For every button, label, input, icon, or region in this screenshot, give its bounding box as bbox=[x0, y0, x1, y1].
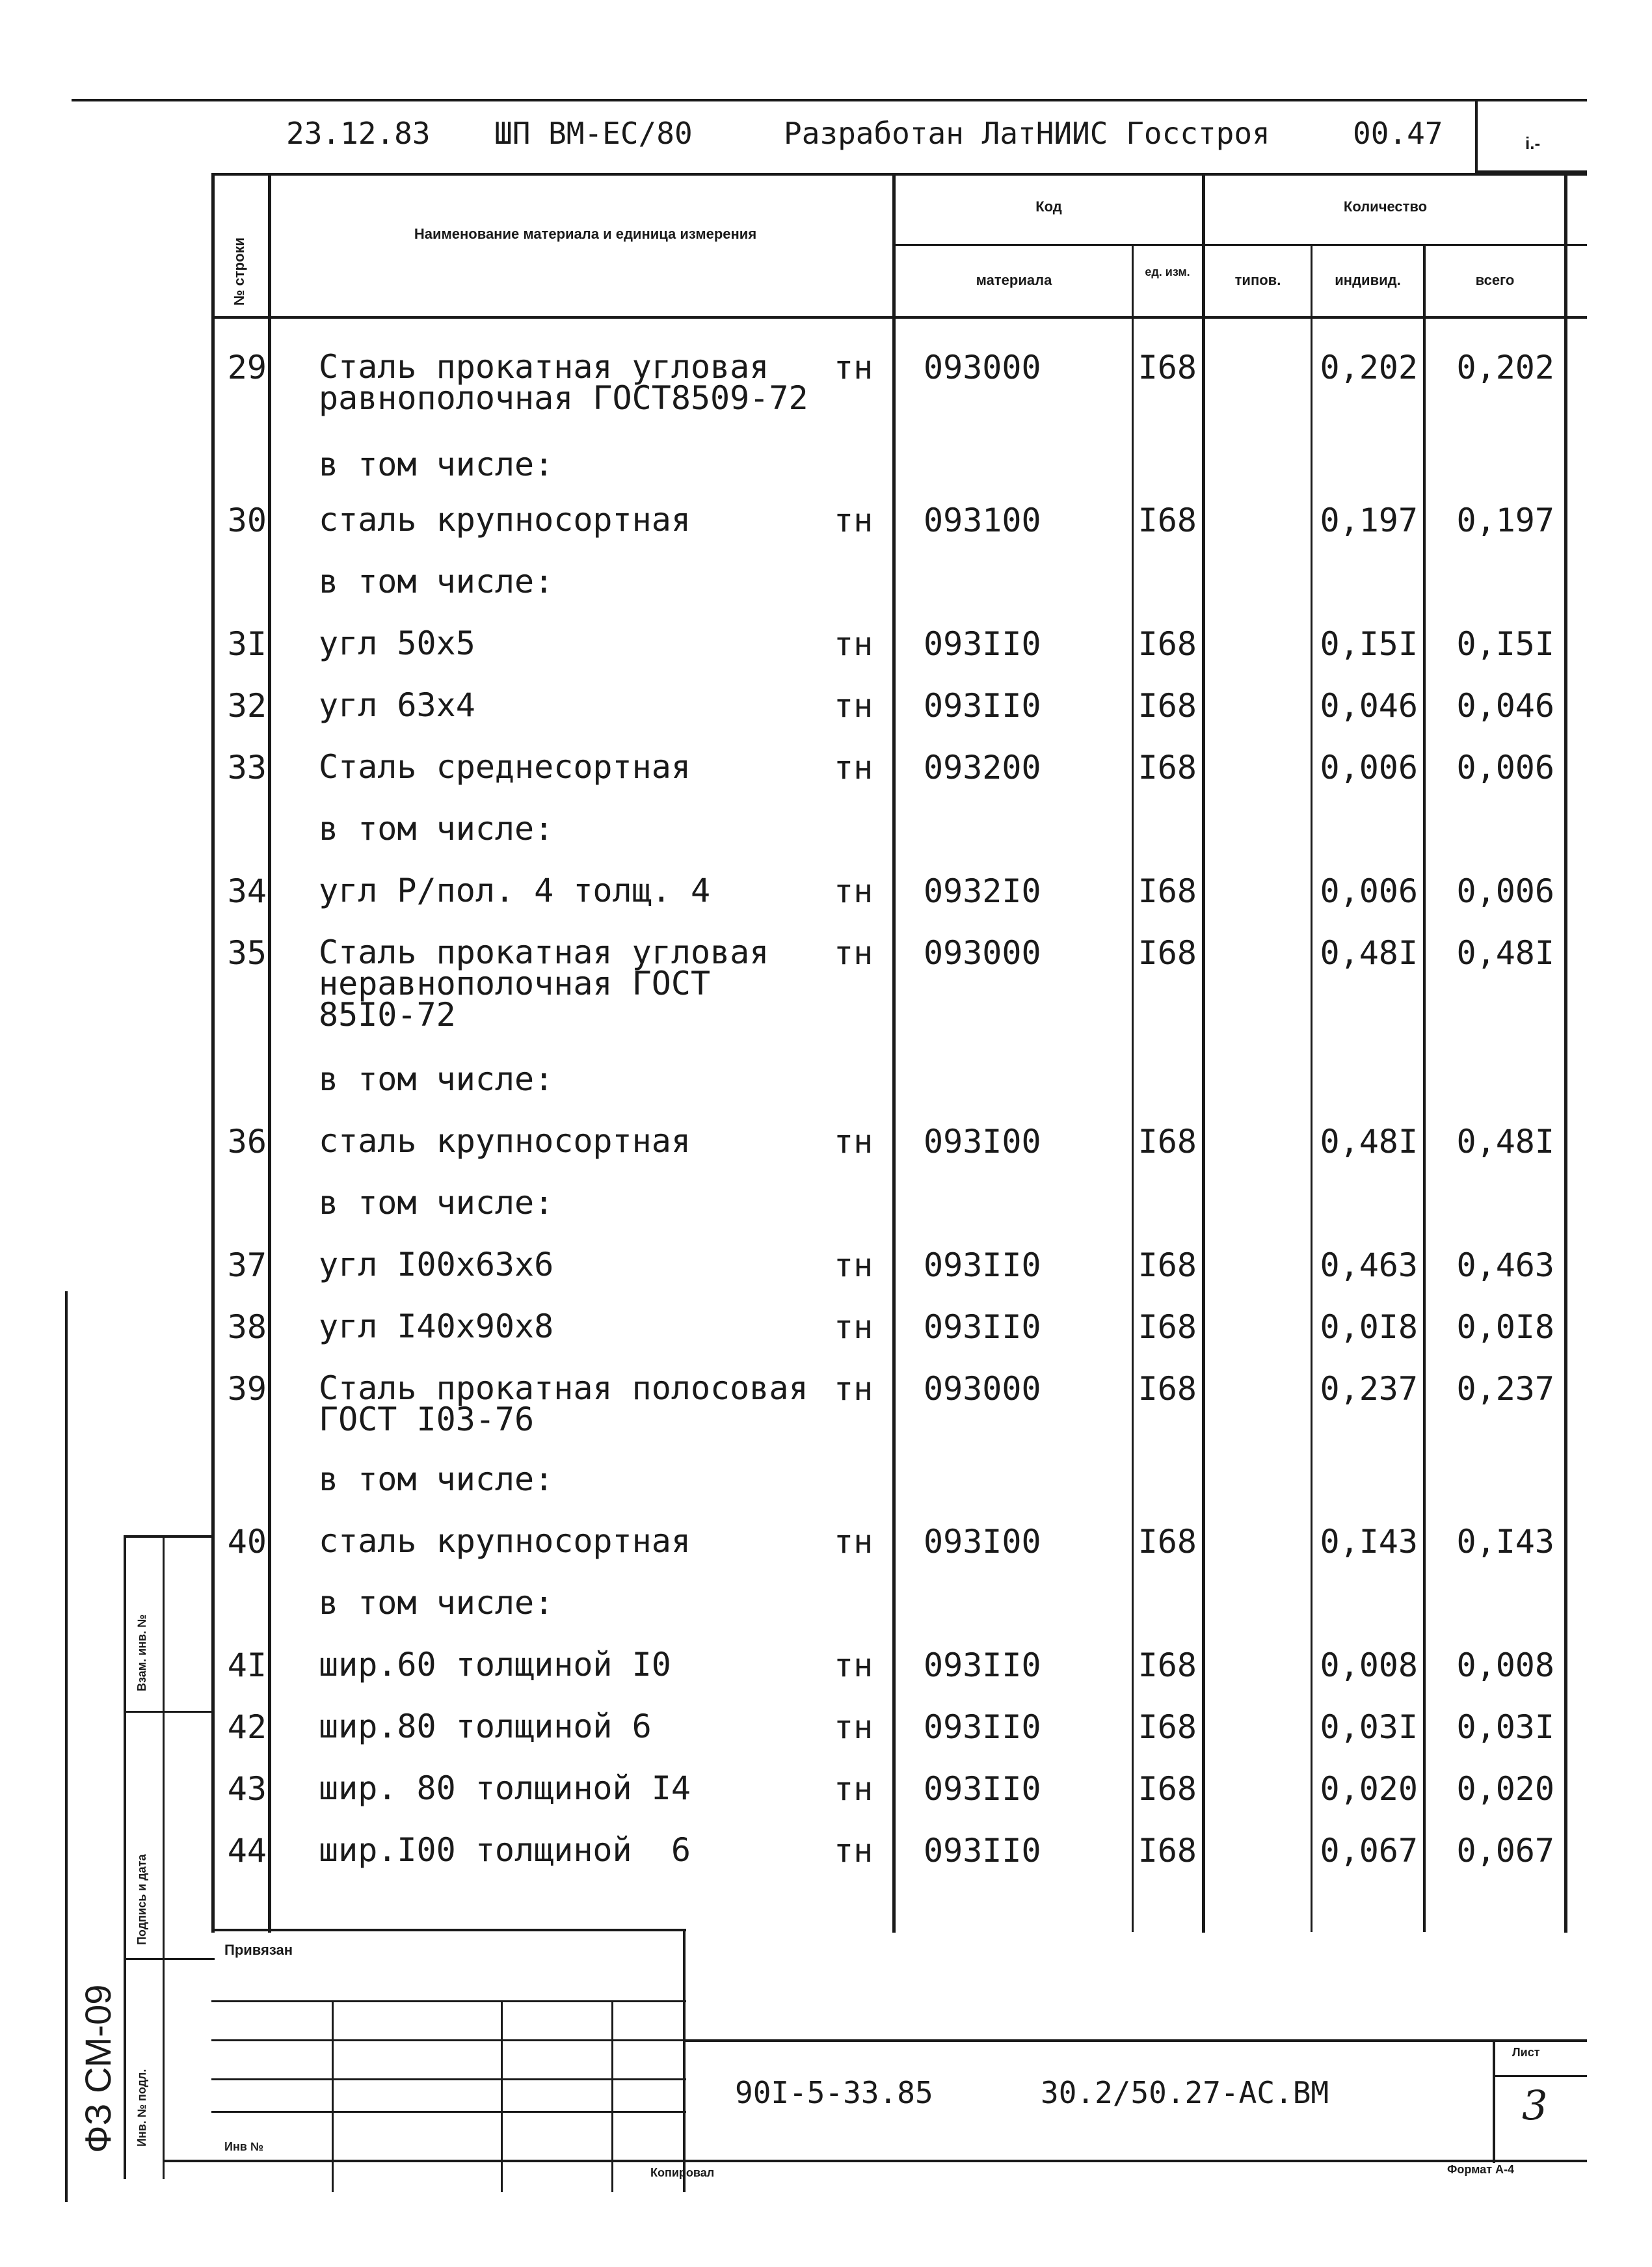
row-22-name: шир. 80 толщиной I4 bbox=[319, 1769, 691, 1807]
row-6-material-code: 093II0 bbox=[924, 687, 1041, 725]
row-11-name: в том числе: bbox=[319, 1060, 554, 1098]
row-22-no: 43 bbox=[227, 1770, 267, 1808]
row-22-unit: тн bbox=[834, 1770, 873, 1808]
title-block-top bbox=[683, 2039, 1587, 2042]
row-14-unit-code: I68 bbox=[1138, 1246, 1197, 1284]
row-15-no: 38 bbox=[227, 1308, 267, 1346]
row-15-material-code: 093II0 bbox=[924, 1308, 1041, 1346]
row-22-unit-code: I68 bbox=[1138, 1770, 1197, 1808]
table-header-bottom bbox=[211, 316, 1587, 319]
stamp-top bbox=[124, 1535, 215, 1538]
row-7-unit-code: I68 bbox=[1138, 749, 1197, 786]
row-23-material-code: 093II0 bbox=[924, 1832, 1041, 1870]
row-1-name: Сталь прокатная угловая равнополочная ГОСТ8509-72 bbox=[319, 348, 808, 417]
corner-box-left bbox=[1475, 99, 1478, 170]
format-label: Формат А-4 bbox=[1447, 2163, 1515, 2176]
row-9-material-code: 0932I0 bbox=[924, 872, 1041, 910]
row-16-individual: 0,237 bbox=[1320, 1370, 1418, 1408]
row-23-total: 0,067 bbox=[1456, 1832, 1554, 1870]
table-right-border bbox=[1564, 173, 1567, 1933]
col-divider-individual bbox=[1423, 244, 1426, 1932]
row-10-name: Сталь прокатная угловая неравнополочная ГОСТ 85I0-72 bbox=[319, 933, 769, 1034]
row-7-total: 0,006 bbox=[1456, 749, 1554, 786]
sheet-label: Лист bbox=[1512, 2046, 1540, 2059]
row-6-name: угл 63х4 bbox=[319, 686, 475, 724]
row-12-name: сталь крупносортная bbox=[319, 1122, 691, 1160]
col-header-total: всего bbox=[1475, 272, 1515, 288]
row-5-name: угл 50х5 bbox=[319, 624, 475, 662]
row-3-material-code: 093100 bbox=[924, 502, 1041, 539]
row-9-individual: 0,006 bbox=[1320, 872, 1418, 910]
stamp-code: ФЗ СМ-09 bbox=[77, 1984, 118, 2153]
row-14-no: 37 bbox=[227, 1246, 267, 1284]
col-header-name: Наименование материала и единица измерения bbox=[414, 226, 757, 242]
row-23-name: шир.I00 толщиной 6 bbox=[319, 1831, 691, 1869]
row-20-no: 4I bbox=[227, 1646, 267, 1684]
title-block-bottom bbox=[163, 2160, 1587, 2162]
row-23-unit: тн bbox=[834, 1832, 873, 1870]
tied-box-top bbox=[211, 1929, 686, 1931]
sheet-number: 3 bbox=[1522, 2082, 1548, 2129]
row-21-material-code: 093II0 bbox=[924, 1708, 1041, 1746]
row-14-material-code: 093II0 bbox=[924, 1246, 1041, 1284]
row-3-total: 0,197 bbox=[1456, 502, 1554, 539]
tied-box-row-3 bbox=[211, 2078, 686, 2080]
row-15-total: 0,0I8 bbox=[1456, 1308, 1554, 1346]
stamp-sep-1 bbox=[124, 1711, 215, 1713]
row-9-name: угл Р/пол. 4 толщ. 4 bbox=[319, 872, 711, 909]
row-12-unit-code: I68 bbox=[1138, 1123, 1197, 1160]
row-10-unit-code: I68 bbox=[1138, 934, 1197, 972]
row-9-unit-code: I68 bbox=[1138, 872, 1197, 910]
row-5-unit: тн bbox=[834, 625, 873, 663]
row-6-total: 0,046 bbox=[1456, 687, 1554, 725]
row-10-unit: тн bbox=[834, 934, 873, 972]
row-3-unit: тн bbox=[834, 502, 873, 539]
corner-mark: і.- bbox=[1525, 133, 1541, 153]
row-13-name: в том числе: bbox=[319, 1184, 554, 1222]
row-3-name: сталь крупносортная bbox=[319, 501, 691, 539]
col-divider-no bbox=[268, 173, 271, 1933]
row-12-total: 0,48I bbox=[1456, 1123, 1554, 1160]
row-6-individual: 0,046 bbox=[1320, 687, 1418, 725]
row-18-total: 0,I43 bbox=[1456, 1523, 1554, 1561]
row-12-material-code: 093I00 bbox=[924, 1123, 1041, 1160]
stamp-replaced-inv: Взам. инв. № bbox=[135, 1614, 148, 1691]
row-2-name: в том числе: bbox=[319, 446, 554, 483]
header-developer: Разработан ЛатНИИС Госстроя bbox=[784, 116, 1270, 151]
stamp-signature-date: Подпись и дата bbox=[135, 1854, 148, 1945]
row-14-individual: 0,463 bbox=[1320, 1246, 1418, 1284]
row-20-unit: тн bbox=[834, 1646, 873, 1684]
header-code: 00.47 bbox=[1353, 116, 1443, 151]
row-5-unit-code: I68 bbox=[1138, 625, 1197, 663]
row-12-individual: 0,48I bbox=[1320, 1123, 1418, 1160]
row-1-total: 0,202 bbox=[1456, 349, 1554, 386]
row-10-material-code: 093000 bbox=[924, 934, 1041, 972]
row-9-unit: тн bbox=[834, 872, 873, 910]
row-5-material-code: 093II0 bbox=[924, 625, 1041, 663]
copied-label: Копировал bbox=[650, 2166, 715, 2179]
tied-box-row-1 bbox=[211, 2000, 686, 2002]
col-divider-unit bbox=[1202, 173, 1205, 1933]
row-9-no: 34 bbox=[227, 872, 267, 910]
row-22-total: 0,020 bbox=[1456, 1770, 1554, 1808]
row-15-name: угл I40х90х8 bbox=[319, 1308, 554, 1345]
header-document: ШП ВМ-ЕС/80 bbox=[494, 116, 693, 151]
row-21-unit-code: I68 bbox=[1138, 1708, 1197, 1746]
row-10-total: 0,48I bbox=[1456, 934, 1554, 972]
row-16-total: 0,237 bbox=[1456, 1370, 1554, 1408]
row-18-material-code: 093I00 bbox=[924, 1523, 1041, 1561]
row-1-individual: 0,202 bbox=[1320, 349, 1418, 386]
table-left-border bbox=[211, 173, 215, 1933]
row-20-name: шир.60 толщиной I0 bbox=[319, 1646, 671, 1683]
row-21-total: 0,03I bbox=[1456, 1708, 1554, 1746]
row-5-total: 0,I5I bbox=[1456, 625, 1554, 663]
col-header-code: Код bbox=[1035, 198, 1062, 215]
row-17-name: в том числе: bbox=[319, 1460, 554, 1498]
col-header-individual: индивид. bbox=[1335, 272, 1401, 288]
row-1-no: 29 bbox=[227, 349, 267, 386]
row-23-unit-code: I68 bbox=[1138, 1832, 1197, 1870]
stamp-sep-2 bbox=[124, 1958, 215, 1960]
table-header-mid bbox=[894, 244, 1587, 246]
col-header-unit-code: ед. изм. bbox=[1145, 265, 1190, 278]
tied-box-right bbox=[683, 1929, 686, 2192]
inv-label: Инв № bbox=[224, 2140, 263, 2153]
tied-box-row-2 bbox=[211, 2039, 686, 2041]
row-20-total: 0,008 bbox=[1456, 1646, 1554, 1684]
header-top-line bbox=[72, 99, 1587, 101]
row-6-unit-code: I68 bbox=[1138, 687, 1197, 725]
row-7-no: 33 bbox=[227, 749, 267, 786]
row-16-no: 39 bbox=[227, 1370, 267, 1408]
doc-code: 90I-5-33.85 bbox=[735, 2075, 933, 2110]
col-header-material-code: материала bbox=[976, 272, 1052, 288]
header-date: 23.12.83 bbox=[286, 116, 431, 151]
row-1-material-code: 093000 bbox=[924, 349, 1041, 386]
row-10-individual: 0,48I bbox=[1320, 934, 1418, 972]
row-8-name: в том числе: bbox=[319, 810, 554, 848]
row-14-total: 0,463 bbox=[1456, 1246, 1554, 1284]
col-divider-name bbox=[892, 173, 896, 1933]
row-6-no: 32 bbox=[227, 687, 267, 725]
row-20-unit-code: I68 bbox=[1138, 1646, 1197, 1684]
row-3-unit-code: I68 bbox=[1138, 502, 1197, 539]
row-18-unit: тн bbox=[834, 1523, 873, 1561]
tied-label: Привязан bbox=[224, 1942, 293, 1958]
row-15-unit: тн bbox=[834, 1308, 873, 1346]
row-14-unit: тн bbox=[834, 1246, 873, 1284]
row-21-name: шир.80 толщиной 6 bbox=[319, 1708, 652, 1745]
row-16-material-code: 093000 bbox=[924, 1370, 1041, 1408]
row-7-unit: тн bbox=[834, 749, 873, 786]
row-18-name: сталь крупносортная bbox=[319, 1522, 691, 1560]
tied-box-col-2 bbox=[501, 2000, 503, 2192]
row-22-material-code: 093II0 bbox=[924, 1770, 1041, 1808]
row-20-individual: 0,008 bbox=[1320, 1646, 1418, 1684]
row-21-no: 42 bbox=[227, 1708, 267, 1746]
row-10-no: 35 bbox=[227, 934, 267, 972]
row-12-unit: тн bbox=[834, 1123, 873, 1160]
row-22-individual: 0,020 bbox=[1320, 1770, 1418, 1808]
row-18-no: 40 bbox=[227, 1523, 267, 1561]
row-5-individual: 0,I5I bbox=[1320, 625, 1418, 663]
table-top-border bbox=[211, 173, 1587, 176]
sheet-box-left bbox=[1493, 2039, 1495, 2163]
row-16-unit-code: I68 bbox=[1138, 1370, 1197, 1408]
row-15-unit-code: I68 bbox=[1138, 1308, 1197, 1346]
row-15-individual: 0,0I8 bbox=[1320, 1308, 1418, 1346]
row-19-name: в том числе: bbox=[319, 1584, 554, 1622]
row-21-individual: 0,03I bbox=[1320, 1708, 1418, 1746]
row-5-no: 3I bbox=[227, 625, 267, 663]
row-18-individual: 0,I43 bbox=[1320, 1523, 1418, 1561]
stamp-left bbox=[124, 1535, 126, 2179]
row-6-unit: тн bbox=[834, 687, 873, 725]
margin-line bbox=[65, 1291, 68, 2202]
row-7-name: Сталь среднесортная bbox=[319, 748, 691, 786]
tied-box-row-4 bbox=[211, 2111, 686, 2113]
row-7-individual: 0,006 bbox=[1320, 749, 1418, 786]
row-9-total: 0,006 bbox=[1456, 872, 1554, 910]
row-1-unit-code: I68 bbox=[1138, 349, 1197, 386]
sheet-box-mid bbox=[1493, 2075, 1587, 2077]
row-7-material-code: 093200 bbox=[924, 749, 1041, 786]
stamp-inv-original: Инв. № подл. bbox=[135, 2069, 148, 2147]
row-14-name: угл I00х63х6 bbox=[319, 1246, 554, 1283]
row-12-no: 36 bbox=[227, 1123, 267, 1160]
stamp-divider bbox=[163, 1535, 165, 2179]
row-3-individual: 0,197 bbox=[1320, 502, 1418, 539]
tied-box-col-3 bbox=[611, 2000, 613, 2192]
row-16-unit: тн bbox=[834, 1370, 873, 1408]
tied-box-col-1 bbox=[332, 2000, 334, 2192]
row-4-name: в том числе: bbox=[319, 563, 554, 600]
row-3-no: 30 bbox=[227, 502, 267, 539]
row-21-unit: тн bbox=[834, 1708, 873, 1746]
row-16-name: Сталь прокатная полосовая ГОСТ I03-76 bbox=[319, 1369, 808, 1438]
col-header-row-no: № строки bbox=[231, 237, 247, 306]
sheet-code: 30.2/50.27-АС.ВМ bbox=[1041, 2075, 1329, 2110]
row-20-material-code: 093II0 bbox=[924, 1646, 1041, 1684]
row-1-unit: тн bbox=[834, 349, 873, 386]
row-23-individual: 0,067 bbox=[1320, 1832, 1418, 1870]
row-23-no: 44 bbox=[227, 1832, 267, 1870]
col-header-typical: типов. bbox=[1234, 272, 1281, 288]
row-18-unit-code: I68 bbox=[1138, 1523, 1197, 1561]
col-header-quantity: Количество bbox=[1343, 198, 1428, 215]
